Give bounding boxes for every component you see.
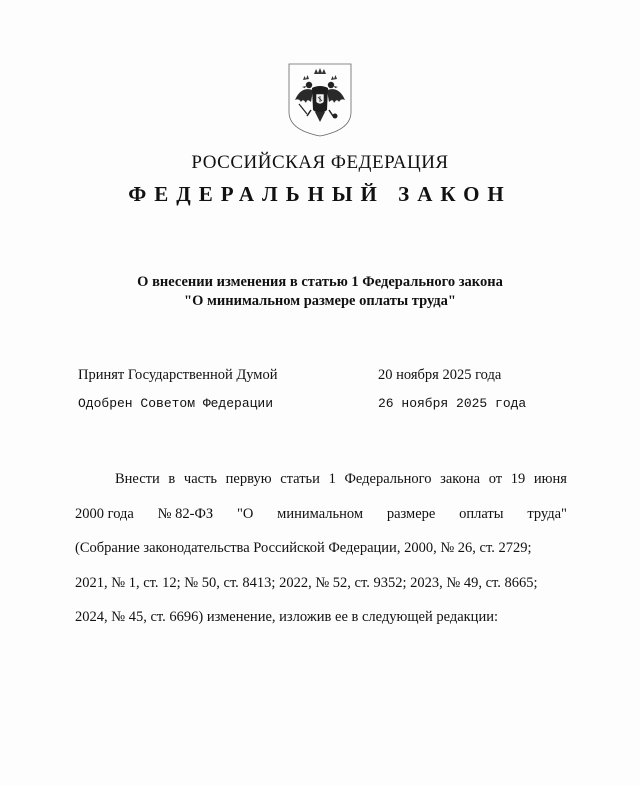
body-word: размере [386, 505, 436, 522]
body-word: Федерального [344, 471, 432, 487]
council-label: Одобрен Советом Федерации [78, 396, 274, 411]
duma-label: Принят Государственной Думой [78, 367, 278, 383]
body-word: оплаты [459, 505, 504, 522]
body-word: № 82-ФЗ [157, 505, 214, 522]
law-title-line-1: О внесении изменения в статью 1 Федерального закона [137, 274, 503, 290]
law-type-heading: ФЕДЕРАЛЬНЫЙ ЗАКОН [128, 182, 512, 206]
body-word: "О [236, 505, 254, 522]
body-line-2 [75, 497, 567, 532]
body-word: статьи [280, 471, 320, 487]
country-heading: РОССИЙСКАЯ ФЕДЕРАЦИЯ [191, 152, 449, 173]
body-line-4: 2021, № 1, ст. 12; № 50, ст. 8413; 2022, № 52, ст. 9352; 2023, № 49, ст. 8665; [75, 574, 538, 591]
body-line-5: 2024, № 45, ст. 6696) изменение, изложив ее в следующей редакции: [75, 609, 498, 625]
body-word: часть [183, 471, 218, 487]
law-title [0, 273, 640, 311]
body-word: 19 [510, 471, 526, 487]
duma-date: 20 ноября 2025 года [378, 367, 502, 383]
body-word: в [168, 471, 176, 487]
body-word: июня [533, 471, 567, 487]
body-word: от [488, 471, 503, 487]
body-line-3: (Собрание законодательства Российской Федерации, 2000, № 26, ст. 2729; [75, 540, 532, 556]
body-word: закона [440, 471, 481, 487]
body-word: 1 [328, 471, 336, 487]
law-title-line-2: "О минимальном размере оплаты труда" [184, 293, 456, 309]
body-word: Внести [115, 471, 160, 487]
body-word: первую [225, 471, 272, 487]
body-word: минимальном [277, 505, 364, 522]
body-word: 2000 года [75, 505, 134, 522]
council-date: 26 ноября 2025 года [378, 396, 527, 411]
body-line-1 [75, 462, 567, 497]
body-word: труда" [527, 505, 567, 522]
law-body-paragraph [75, 462, 567, 635]
coat-of-arms-icon [285, 60, 355, 138]
